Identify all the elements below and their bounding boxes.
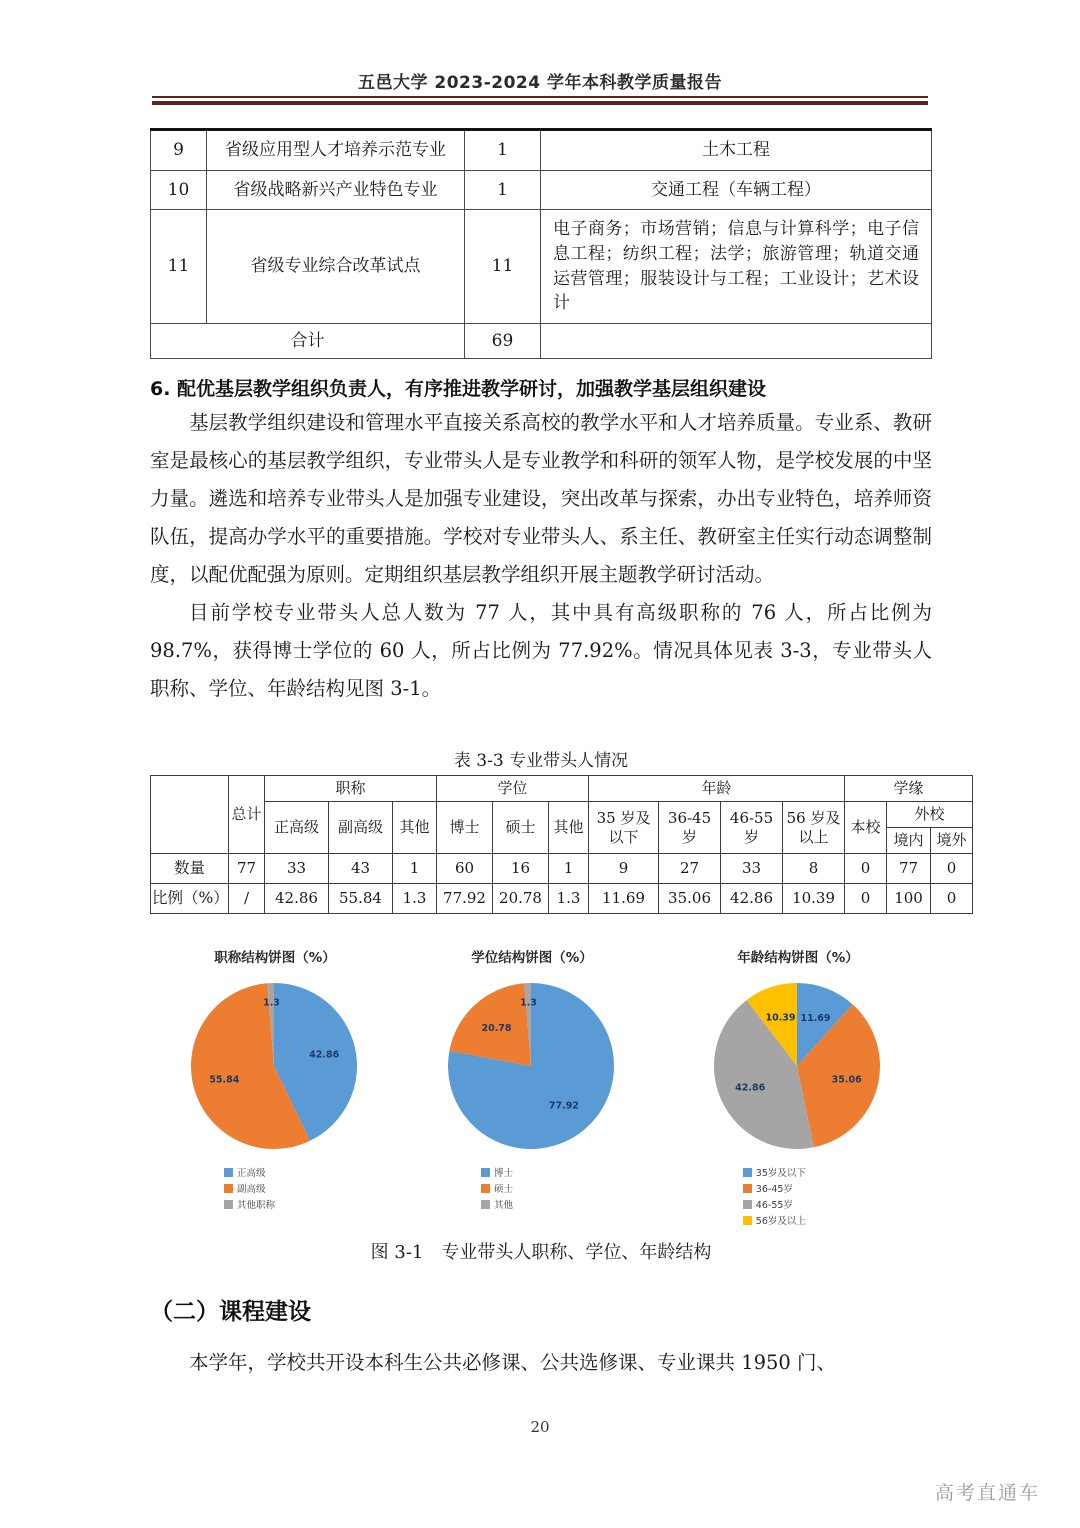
stat-cell-age-2: 33 [721, 854, 783, 884]
stat-cell-age-1: 27 [659, 854, 721, 884]
stat-cell-degree-2: 1.3 [549, 884, 589, 914]
cell-name: 省级专业综合改革试点 [207, 210, 465, 324]
section-6 [150, 375, 932, 708]
cell-total-label: 合计 [151, 323, 465, 359]
pie-area-3 [664, 976, 932, 1158]
stat-cell-age-0: 9 [589, 854, 659, 884]
pie-area-1 [150, 976, 400, 1158]
stat-subheader-age-3: 56 岁及以上 [783, 802, 845, 854]
stat-cell-title-0: 33 [265, 854, 329, 884]
stat-cell-origin-own: 0 [845, 854, 887, 884]
stat-row-label: 数量 [151, 854, 229, 884]
cell-total-majors [541, 323, 932, 359]
stat-subheader-title-2: 其他 [393, 802, 437, 854]
legend-swatch-icon [481, 1200, 490, 1209]
stat-data-row [151, 884, 973, 914]
stat-subheader-origin-other-0: 境内 [887, 828, 931, 854]
section-6-paragraph-1: 基层教学组织建设和管理水平直接关系高校的教学水平和人才培养质量。专业系、教研室是最核心的基层教学组织，专业带头人是专业教学和科研的领军人物，是学校发展的中坚力量。遴选和培养专业带头人是加强专业建设，突出改革与探索，办出专业特色，培养师资队伍，提高办学水平的重要措施。学校对专业带头人、系主任、教研室主任实行动态调整制度，以配优配强为原则。定期组织基层教学组织开展主题教学研讨活动。 [150, 410, 932, 586]
stat-cell-title-0: 42.86 [265, 884, 329, 914]
stat-cell-origin-other-1: 0 [931, 884, 973, 914]
legend-swatch-icon [743, 1184, 752, 1193]
legend-item [481, 1197, 583, 1211]
stat-subheader-origin-other: 外校 [887, 802, 973, 828]
cell-total-count: 69 [465, 323, 541, 359]
running-header [0, 68, 1080, 93]
legend-swatch-icon [743, 1200, 752, 1209]
stat-cell-title-2: 1 [393, 854, 437, 884]
stat-cell-age-3: 10.39 [783, 884, 845, 914]
stat-cell-title-1: 43 [329, 854, 393, 884]
running-header-title: 五邑大学 2023-2024 学年本科教学质量报告 [357, 73, 723, 93]
cell-name: 省级战略新兴产业特色专业 [207, 170, 465, 210]
stat-subheader-age-2: 46-55 岁 [721, 802, 783, 854]
legend-label: 56岁及以上 [755, 1216, 806, 1227]
stat-header-total: 总计 [229, 776, 265, 854]
legend-label: 46-55岁 [755, 1200, 793, 1211]
section-course-construction [150, 1295, 932, 1382]
section-2-paragraph-1: 本学年，学校共开设本科生公共必修课、公共选修课、专业课共 1950 门、 [189, 1350, 837, 1374]
legend-label: 35岁及以下 [755, 1168, 806, 1179]
legend-item [743, 1181, 853, 1195]
section-2-heading: （二）课程建设 [150, 1299, 311, 1325]
section-6-paragraph-2: 目前学校专业带头人总人数为 77 人，其中具有高级职称的 76 人，所占比例为 98.7%，获得博士学位的 60 人，所占比例为 77.92%。情况具体见表 3-3，专业带头人职称、学位、年龄结构见图 3-1。 [150, 600, 932, 700]
pie-slice-label: 1.3 [520, 997, 537, 1009]
pie-chart-2 [407, 946, 657, 1212]
stat-cell-origin-own: 0 [845, 884, 887, 914]
stat-cell-degree-1: 16 [493, 854, 549, 884]
major-programs-table [150, 128, 932, 359]
pie-slice-label: 55.84 [209, 1074, 240, 1086]
pie-chart-title-1: 职称结构饼图（%） [214, 950, 336, 966]
legend-swatch-icon [224, 1168, 233, 1177]
stat-data-row [151, 854, 973, 884]
stat-header-age-group: 年龄 [589, 776, 845, 802]
legend-swatch-icon [224, 1184, 233, 1193]
pie-legend-2 [407, 1164, 657, 1212]
pie-slice-label: 10.39 [765, 1012, 796, 1024]
figure-3-1-charts [150, 946, 932, 1236]
table-row [151, 210, 932, 324]
stat-cell-degree-2: 1 [549, 854, 589, 884]
stat-cell-origin-other-0: 77 [887, 854, 931, 884]
legend-item [224, 1181, 326, 1195]
pie-chart-title-2: 学位结构饼图（%） [471, 950, 593, 966]
stat-subheader-age-0: 35 岁及以下 [589, 802, 659, 854]
legend-item [743, 1197, 853, 1211]
stat-header-blank [151, 776, 229, 854]
legend-swatch-icon [481, 1184, 490, 1193]
stat-subheader-degree-1: 硕士 [493, 802, 549, 854]
stat-cell-degree-0: 60 [437, 854, 493, 884]
figure-3-1-caption: 图 3-1 专业带头人职称、学位、年龄结构 [370, 1242, 712, 1263]
cell-count: 11 [465, 210, 541, 324]
header-rule [152, 96, 928, 105]
stat-subheader-degree-0: 博士 [437, 802, 493, 854]
stat-cell-title-2: 1.3 [393, 884, 437, 914]
stat-cell-degree-0: 77.92 [437, 884, 493, 914]
stat-subheader-title-1: 副高级 [329, 802, 393, 854]
legend-item [743, 1165, 853, 1179]
pie-slice-label: 11.69 [800, 1013, 831, 1024]
cell-majors: 电子商务；市场营销；信息与计算科学；电子信息工程；纺织工程；法学；旅游管理；轨道交通运营管理；服装设计与工程；工业设计；艺术设计 [541, 210, 932, 324]
stat-table-block [150, 748, 967, 914]
stat-subheader-origin-other-1: 境外 [931, 828, 973, 854]
pie-chart-title-3: 年龄结构饼图（%） [737, 950, 859, 966]
stat-cell-age-0: 11.69 [589, 884, 659, 914]
pie-slice-label: 1.3 [263, 997, 280, 1009]
stat-cell-age-2: 42.86 [721, 884, 783, 914]
legend-label: 其他 [493, 1200, 513, 1211]
table-row [151, 170, 932, 210]
stat-header-degree-group: 学位 [437, 776, 589, 802]
table-row [151, 130, 932, 171]
legend-item [224, 1165, 326, 1179]
legend-item [481, 1181, 583, 1195]
page-number: 20 [530, 1418, 550, 1436]
cell-count: 1 [465, 130, 541, 171]
cell-name: 省级应用型人才培养示范专业 [207, 130, 465, 171]
legend-item [224, 1197, 326, 1211]
stat-cell-origin-other-1: 0 [931, 854, 973, 884]
pie-slice-label: 42.86 [309, 1049, 340, 1061]
watermark: 高考直通车 [934, 1482, 1040, 1504]
legend-item [743, 1213, 853, 1227]
stat-header-title-group: 职称 [265, 776, 437, 802]
pie-legend-1 [150, 1164, 400, 1212]
pie-slice-label: 42.86 [735, 1082, 766, 1094]
legend-label: 正高级 [236, 1168, 266, 1179]
stat-subheader-origin-own: 本校 [845, 802, 887, 854]
cell-majors: 土木工程 [541, 130, 932, 171]
pie-area-2 [407, 976, 657, 1158]
pie-slice-label: 77.92 [548, 1100, 579, 1112]
stat-cell-age-1: 35.06 [659, 884, 721, 914]
legend-label: 36-45岁 [755, 1184, 793, 1195]
stat-header-row-2 [151, 802, 973, 828]
stat-table [150, 775, 973, 914]
stat-cell-degree-1: 20.78 [493, 884, 549, 914]
stat-header-origin-group: 学缘 [845, 776, 973, 802]
cell-count: 1 [465, 170, 541, 210]
legend-swatch-icon [743, 1216, 752, 1225]
pie-chart-3 [664, 946, 932, 1228]
legend-label: 副高级 [236, 1184, 266, 1195]
pie-chart-1 [150, 946, 400, 1212]
legend-swatch-icon [481, 1168, 490, 1177]
stat-cell-total: 77 [229, 854, 265, 884]
stat-row-label: 比例（%） [151, 884, 229, 914]
stat-subheader-degree-2: 其他 [549, 802, 589, 854]
stat-cell-total: / [229, 884, 265, 914]
legend-label: 其他职称 [236, 1200, 275, 1211]
cell-majors: 交通工程（车辆工程） [541, 170, 932, 210]
stat-subheader-title-0: 正高级 [265, 802, 329, 854]
stat-cell-age-3: 8 [783, 854, 845, 884]
legend-swatch-icon [743, 1168, 752, 1177]
stat-cell-title-1: 55.84 [329, 884, 393, 914]
legend-swatch-icon [224, 1200, 233, 1209]
cell-index: 11 [151, 210, 207, 324]
pie-slice-label: 35.06 [831, 1074, 862, 1086]
stat-header-row-1 [151, 776, 973, 802]
stat-table-caption: 表 3-3 专业带头人情况 [453, 751, 629, 771]
legend-label: 博士 [493, 1168, 513, 1179]
pie-legend-3 [664, 1164, 932, 1228]
legend-label: 硕士 [493, 1184, 513, 1195]
section-6-heading: 6. 配优基层教学组织负责人，有序推进教学研讨，加强教学基层组织建设 [150, 378, 767, 400]
cell-index: 9 [151, 130, 207, 171]
stat-subheader-age-1: 36-45 岁 [659, 802, 721, 854]
legend-item [481, 1165, 583, 1179]
table-total-row [151, 323, 932, 359]
cell-index: 10 [151, 170, 207, 210]
pie-slice-label: 20.78 [481, 1022, 512, 1034]
stat-cell-origin-other-0: 100 [887, 884, 931, 914]
figure-caption-block [150, 1238, 932, 1264]
